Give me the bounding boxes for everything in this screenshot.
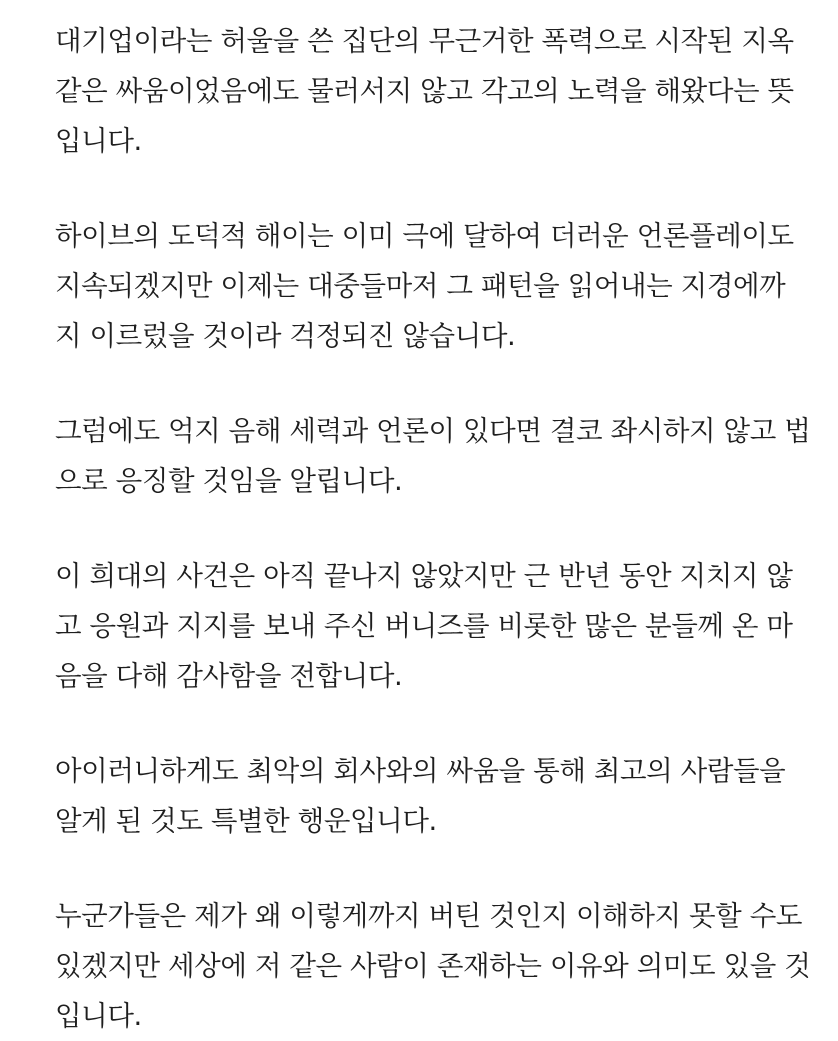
text-line: 이 희대의 사건은 아직 끝나지 않았지만 근 반년 동안 지치지 않 (55, 560, 793, 592)
paragraph (55, 16, 825, 166)
text-line: 으로 응징할 것임을 알립니다. (55, 465, 403, 497)
paragraph (55, 551, 825, 701)
text-line: 지 이르렀을 것이라 걱정되진 않습니다. (55, 320, 516, 352)
text-line: 그럼에도 억지 음해 세력과 언론이 있다면 결코 좌시하지 않고 법 (55, 415, 811, 447)
text-line: 대기업이라는 허울을 쓴 집단의 무근거한 폭력으로 시작된 지옥 (55, 25, 794, 57)
text-line: 누군가들은 제가 왜 이렇게까지 버틴 것인지 이해하지 못할 수도 (55, 900, 803, 932)
text-line: 지속되겠지만 이제는 대중들마저 그 패턴을 읽어내는 지경에까 (55, 270, 786, 302)
paragraph (55, 746, 825, 846)
paragraph (55, 406, 825, 506)
text-line: 음을 다해 감사함을 전합니다. (55, 660, 403, 692)
text-line: 있겠지만 세상에 저 같은 사람이 존재하는 이유와 의미도 있을 것 (55, 950, 811, 982)
text-line: 알게 된 것도 특별한 행운입니다. (55, 805, 437, 837)
text-line: 아이러니하게도 최악의 회사와의 싸움을 통해 최고의 사람들을 (55, 755, 786, 787)
text-line: 입니다. (55, 125, 142, 157)
text-line: 같은 싸움이었음에도 물러서지 않고 각고의 노력을 해왔다는 뜻 (55, 75, 794, 107)
paragraph (55, 211, 825, 361)
text-line: 고 응원과 지지를 보내 주신 버니즈를 비롯한 많은 분들께 온 마 (55, 610, 793, 642)
text-line: 하이브의 도덕적 해이는 이미 극에 달하여 더러운 언론플레이도 (55, 220, 794, 252)
text-line: 입니다. (55, 1000, 142, 1032)
paragraph (55, 891, 825, 1041)
